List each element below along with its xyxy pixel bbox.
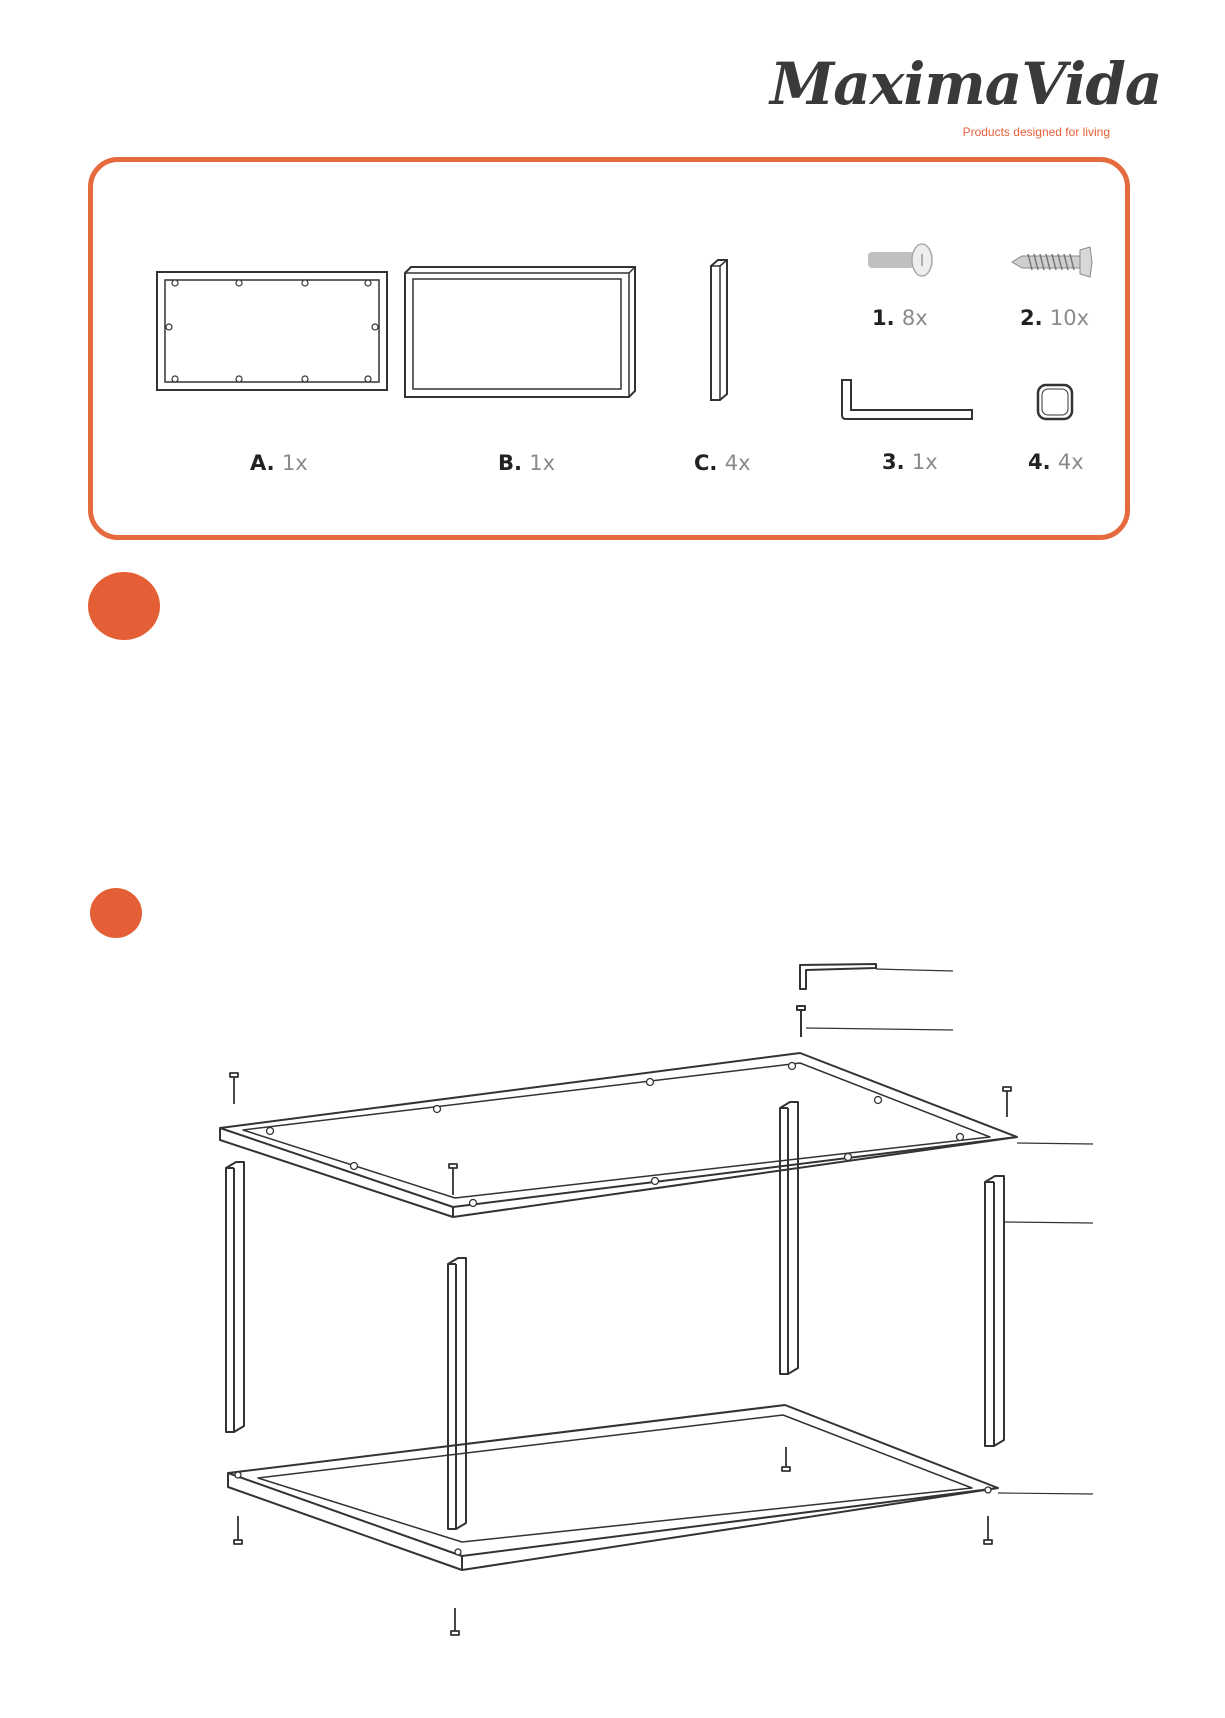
part-id: C. (694, 451, 718, 475)
brand-name: MaximaVida (770, 50, 1162, 118)
bottom-frame-part (228, 1405, 1093, 1570)
top-frame-part (220, 1053, 1093, 1217)
part-id: A. (250, 451, 275, 475)
part-qty: 4x (724, 451, 751, 475)
brand-tagline: Products designed for living (962, 125, 1110, 139)
part-qty: 1x (529, 451, 556, 475)
part-id: B. (498, 451, 522, 475)
part-id: 2. (1020, 306, 1043, 330)
part-qty: 1x (911, 450, 938, 474)
part-id: 4. (1028, 450, 1051, 474)
part-qty: 10x (1049, 306, 1090, 330)
callout-allen-key-icon (800, 964, 953, 989)
part-qty: 1x (281, 451, 308, 475)
part-qty: 8x (901, 306, 928, 330)
bolt-part (230, 1073, 1011, 1195)
bolt-part (234, 1447, 992, 1635)
part-qty: 4x (1057, 450, 1084, 474)
part-id: 3. (882, 450, 905, 474)
part-id: 1. (872, 306, 895, 330)
callout-bolt-icon (797, 1006, 953, 1037)
